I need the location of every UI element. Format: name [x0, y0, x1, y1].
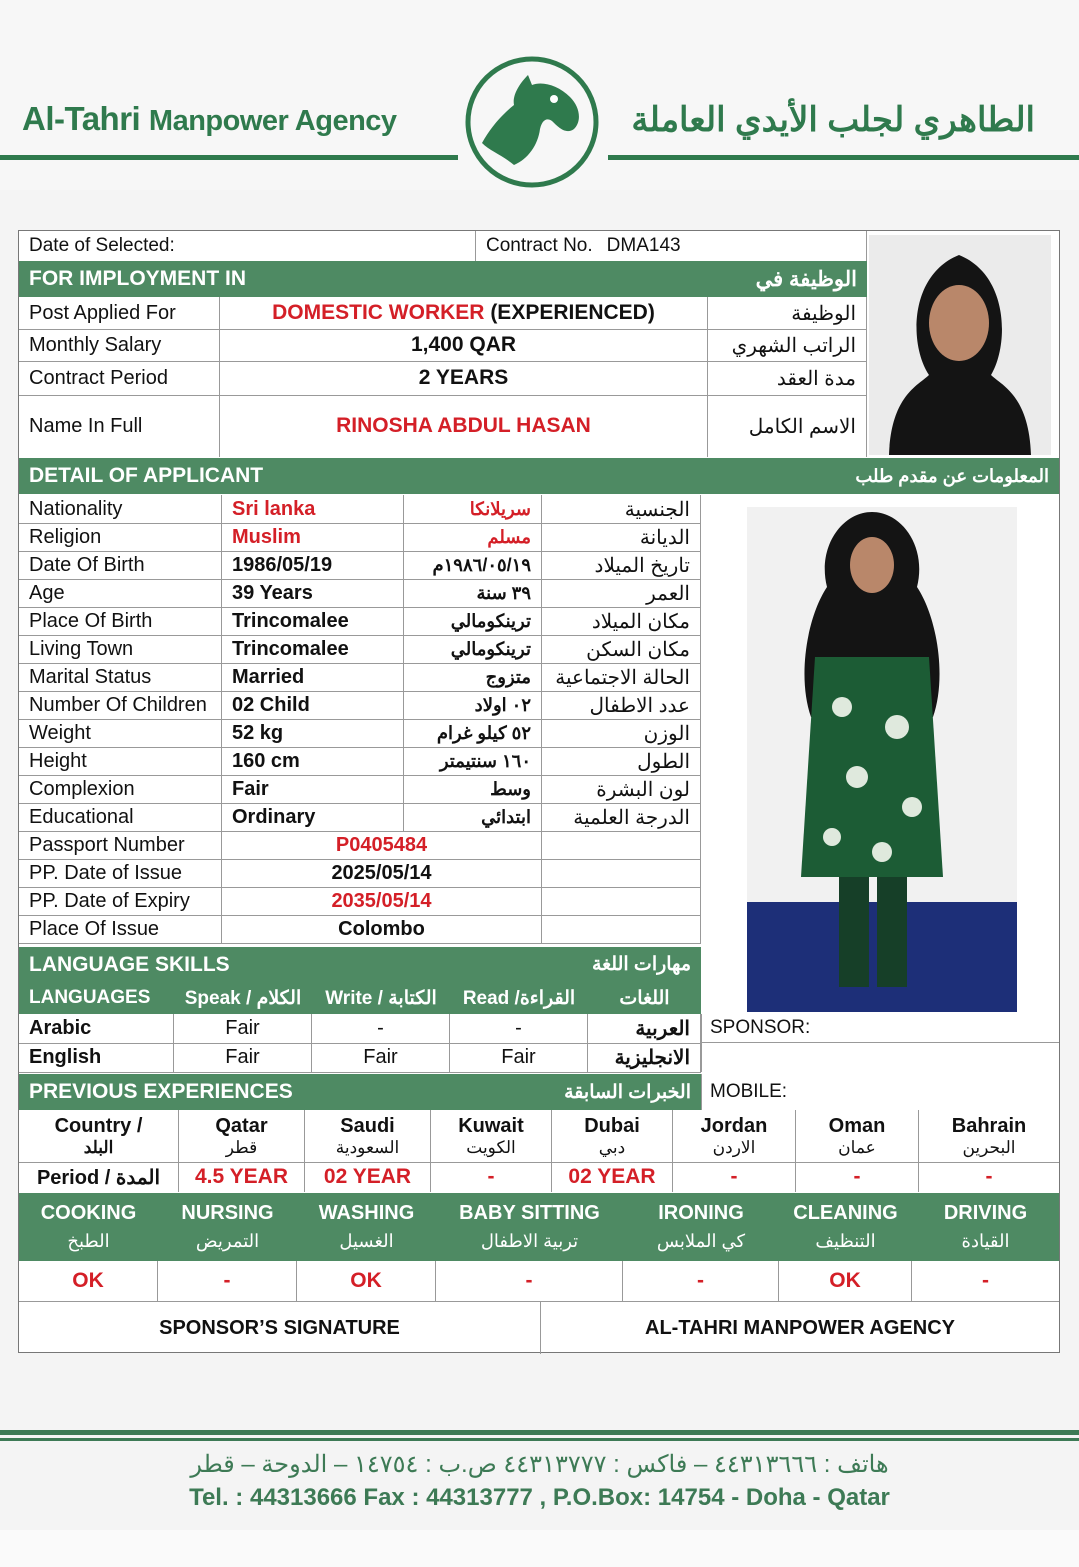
- header-rule-left: [0, 155, 458, 160]
- language-name: English: [19, 1043, 174, 1072]
- passport-field-blank: [542, 915, 701, 943]
- applicant-field-label: Place Of Birth: [19, 607, 222, 635]
- applicant-field-value: 39 Years: [222, 579, 404, 607]
- passport-field-blank: [542, 859, 701, 887]
- sponsor-signature-label: SPONSOR’S SIGNATURE: [19, 1302, 541, 1354]
- skill-status: OK: [19, 1261, 158, 1301]
- skill-header: [158, 1193, 297, 1261]
- full-name-label-ar: الاسم الكامل: [708, 395, 867, 457]
- passport-row: [19, 859, 701, 888]
- skill-status: -: [436, 1261, 623, 1301]
- salary-value: 1,400 QAR: [220, 329, 708, 361]
- applicant-field-label-ar: لون البشرة: [542, 775, 701, 803]
- applicant-field-value-ar: ٣٩ سنة: [404, 579, 542, 607]
- full-body-photo: [747, 507, 1017, 1012]
- brand-name-en: [22, 100, 397, 138]
- applicant-field-label: Educational: [19, 803, 222, 831]
- languages-header: LANGUAGES: [29, 987, 151, 1008]
- country-name: Dubai: [584, 1114, 640, 1137]
- skill-name-ar: الطبخ: [67, 1231, 110, 1251]
- country-cell: [305, 1110, 431, 1162]
- contract-period-value: 2 YEARS: [220, 361, 708, 395]
- applicant-field-value-ar: ترينكومالي: [404, 635, 542, 663]
- passport-field-blank: [542, 831, 701, 859]
- passport-row: [19, 831, 701, 860]
- country-name-ar: السعودية: [335, 1137, 400, 1157]
- skill-name-ar: القيادة: [961, 1231, 1010, 1251]
- applicant-field-label: Complexion: [19, 775, 222, 803]
- applicant-field-value: 1986/05/19: [222, 551, 404, 579]
- applicant-field-value: Ordinary: [222, 803, 404, 831]
- brand-main: Al-Tahri: [22, 100, 141, 137]
- experience-title-ar: الخبرات السابقة: [564, 1081, 691, 1103]
- skill-header: [19, 1193, 158, 1261]
- applicant-title: DETAIL OF APPLICANT: [29, 464, 264, 487]
- skill-name: DRIVING: [943, 1202, 1028, 1224]
- applicant-field-value-ar: ترينكومالي: [404, 607, 542, 635]
- skill-name: IRONING: [658, 1202, 744, 1224]
- skill-status: -: [623, 1261, 779, 1301]
- application-form: [18, 230, 1060, 1353]
- skill-header: [436, 1193, 623, 1261]
- applicant-row: [19, 719, 701, 748]
- skills-header-row: [19, 1193, 1059, 1261]
- contract-period-label: Contract Period: [19, 361, 220, 395]
- applicant-field-label: Number Of Children: [19, 691, 222, 719]
- country-cell: [919, 1110, 1059, 1162]
- period-value: 4.5 YEAR: [179, 1162, 305, 1192]
- applicant-field-value: 160 cm: [222, 747, 404, 775]
- speak-level: Fair: [174, 1043, 312, 1072]
- applicant-field-label-ar: الطول: [542, 747, 701, 775]
- applicant-field-label: Religion: [19, 523, 222, 551]
- applicant-row: [19, 579, 701, 608]
- skill-status: OK: [779, 1261, 912, 1301]
- skill-name-ar: كي الملابس: [656, 1231, 746, 1251]
- sponsor-label: SPONSOR:: [702, 1014, 1059, 1043]
- applicant-row: [19, 607, 701, 636]
- applicant-field-label-ar: عدد الاطفال: [542, 691, 701, 719]
- read-level: -: [450, 1014, 588, 1043]
- applicant-section-header: [19, 458, 1059, 494]
- country-name-ar: البحرين: [962, 1137, 1016, 1157]
- passport-field-label: PP. Date of Issue: [19, 859, 222, 887]
- employment-title-ar: الوظيفة في: [755, 267, 857, 291]
- applicant-field-label-ar: العمر: [542, 579, 701, 607]
- period-value: -: [673, 1162, 796, 1192]
- country-name: Bahrain: [951, 1114, 1027, 1137]
- employment-section-header: [19, 261, 867, 297]
- applicant-title-ar: المعلومات عن مقدم طلب: [855, 465, 1049, 486]
- employment-title: FOR IMPLOYMENT IN: [29, 267, 246, 290]
- passport-field-label: Place Of Issue: [19, 915, 222, 943]
- footer-contact-en: Tel. : 44313666 Fax : 44313777 , P.O.Box: 14754 - Doha - Qatar: [189, 1484, 890, 1511]
- write-header: Write / الكتابة: [325, 987, 437, 1009]
- applicant-row: [19, 803, 701, 832]
- applicant-field-value-ar: ٥٢ كيلو غرام: [404, 719, 542, 747]
- applicant-field-label: Nationality: [19, 495, 222, 523]
- period-value: 02 YEAR: [552, 1162, 673, 1192]
- applicant-field-value: 52 kg: [222, 719, 404, 747]
- salary-row: [19, 329, 867, 362]
- language-name-ar: الانجليزية: [588, 1043, 701, 1072]
- skill-name-ar: التنظيف: [815, 1231, 876, 1251]
- skill-name: CLEANING: [793, 1202, 898, 1224]
- language-row: [19, 1043, 701, 1073]
- applicant-field-value: Trincomalee: [222, 607, 404, 635]
- country-name-ar: قطر: [225, 1137, 258, 1157]
- header-rule-right: [608, 155, 1079, 160]
- passport-field-value: 2025/05/14: [222, 859, 542, 887]
- country-cell: [552, 1110, 673, 1162]
- footer-rules: [0, 1430, 1079, 1441]
- period-value: -: [985, 1165, 993, 1188]
- country-label-cell: [19, 1110, 179, 1162]
- passport-field-label: PP. Date of Expiry: [19, 887, 222, 915]
- write-level: Fair: [312, 1043, 450, 1072]
- brand-name-ar: الطاهري لجلب الأيدي العاملة: [631, 101, 1035, 139]
- period-value: -: [431, 1162, 552, 1192]
- applicant-field-value: Muslim: [222, 523, 404, 551]
- skill-status: -: [982, 1269, 989, 1292]
- applicant-field-label: Age: [19, 579, 222, 607]
- post-value: [220, 297, 708, 329]
- experience-section-header: [19, 1074, 701, 1110]
- passport-field-value: 2035/05/14: [222, 887, 542, 915]
- country-name-ar: دبي: [598, 1137, 626, 1157]
- applicant-row: [19, 691, 701, 720]
- post-label-ar: الوظيفة: [708, 297, 867, 329]
- full-name-row: [19, 395, 867, 457]
- skill-status: -: [158, 1261, 297, 1301]
- language-section-header: [19, 947, 701, 982]
- mobile-label: MOBILE:: [701, 1074, 1059, 1110]
- applicant-field-value-ar: ١٩٨٦/٠٥/١٩م: [404, 551, 542, 579]
- applicant-field-label-ar: الديانة: [542, 523, 701, 551]
- period-label: Period / المدة: [19, 1162, 179, 1192]
- full-name-label: Name In Full: [19, 395, 220, 457]
- contract-period-row: [19, 361, 867, 396]
- country-name: Qatar: [215, 1114, 268, 1137]
- skill-name: WASHING: [318, 1202, 415, 1224]
- applicant-field-value: 02 Child: [222, 691, 404, 719]
- footer-band: [0, 1530, 1079, 1567]
- skill-name-ar: تربية الاطفال: [480, 1231, 579, 1251]
- passport-row: [19, 887, 701, 916]
- applicant-field-value-ar: متزوج: [404, 663, 542, 691]
- post-value-main: DOMESTIC WORKER: [272, 301, 485, 324]
- country-cell: [673, 1110, 796, 1162]
- applicant-field-value: Married: [222, 663, 404, 691]
- skill-name-ar: التمريض: [195, 1231, 260, 1251]
- period-value: 02 YEAR: [305, 1162, 431, 1192]
- full-body-image-icon: [747, 507, 1017, 1012]
- speak-header: Speak / الكلام: [184, 987, 302, 1009]
- sponsor-box: [701, 1014, 1059, 1072]
- passport-field-label: Passport Number: [19, 831, 222, 859]
- contract-label: Contract No.: [486, 235, 593, 256]
- post-row: [19, 297, 867, 330]
- languages-header-ar: اللغات: [619, 987, 670, 1009]
- country-cell: [431, 1110, 552, 1162]
- post-value-qualifier: (EXPERIENCED): [490, 301, 655, 324]
- top-row: [19, 231, 867, 262]
- country-name-ar: الاردن: [712, 1137, 756, 1157]
- applicant-field-label-ar: مكان الميلاد: [542, 607, 701, 635]
- applicant-field-label-ar: الدرجة العلمية: [542, 803, 701, 831]
- full-name-value: RINOSHA ABDUL HASAN: [220, 395, 708, 457]
- read-level: Fair: [450, 1043, 588, 1072]
- skill-header: [912, 1193, 1059, 1261]
- skill-header: [779, 1193, 912, 1261]
- skill-name: NURSING: [181, 1202, 274, 1224]
- skill-status: OK: [297, 1261, 436, 1301]
- skill-header: [623, 1193, 779, 1261]
- contract-no: DMA143: [606, 235, 681, 256]
- applicant-field-value-ar: سريلانكا: [404, 495, 542, 523]
- applicant-field-value: Trincomalee: [222, 635, 404, 663]
- language-title-ar: مهارات اللغة: [591, 954, 691, 975]
- signature-row: [19, 1301, 1059, 1354]
- skill-name: COOKING: [40, 1202, 137, 1224]
- speak-level: Fair: [174, 1014, 312, 1043]
- country-cell: [796, 1110, 919, 1162]
- language-title: LANGUAGE SKILLS: [29, 952, 230, 976]
- skills-status-row: [19, 1261, 1059, 1301]
- applicant-field-label: Living Town: [19, 635, 222, 663]
- country-label: Country /: [54, 1114, 143, 1137]
- salary-label: Monthly Salary: [19, 329, 220, 361]
- country-name: Jordan: [700, 1114, 768, 1137]
- applicant-row: [19, 523, 701, 552]
- passport-row: [19, 915, 701, 944]
- country-name: Oman: [828, 1114, 886, 1137]
- read-header: Read /القراءة: [462, 987, 576, 1009]
- applicant-field-label: Weight: [19, 719, 222, 747]
- applicant-row: [19, 775, 701, 804]
- salary-label-ar: الراتب الشهري: [708, 329, 867, 361]
- applicant-row: [19, 747, 701, 776]
- country-name: Kuwait: [458, 1114, 524, 1137]
- contract-period-label-ar: مدة العقد: [708, 361, 867, 395]
- language-row: [19, 1014, 701, 1044]
- applicant-field-value-ar: مسلم: [404, 523, 542, 551]
- period-value: -: [796, 1162, 919, 1192]
- applicant-row: [19, 551, 701, 580]
- applicant-field-value-ar: ابتدائي: [404, 803, 542, 831]
- portrait-image-icon: [869, 235, 1051, 455]
- applicant-field-label-ar: الحالة الاجتماعية: [542, 663, 701, 691]
- language-name: Arabic: [19, 1014, 174, 1043]
- contract-no-field: [476, 231, 867, 261]
- language-table-header: [19, 982, 701, 1014]
- applicant-field-label-ar: الوزن: [542, 719, 701, 747]
- passport-photo: [869, 235, 1051, 455]
- applicant-row: [19, 663, 701, 692]
- applicant-field-label: Height: [19, 747, 222, 775]
- applicant-field-label-ar: مكان السكن: [542, 635, 701, 663]
- applicant-row: [19, 635, 701, 664]
- applicant-field-value-ar: ١٦٠ سنتيمتر: [404, 747, 542, 775]
- write-level: -: [312, 1014, 450, 1043]
- skill-name-ar: الغسيل: [339, 1231, 394, 1251]
- letterhead: [0, 0, 1079, 190]
- applicant-field-value-ar: وسط: [404, 775, 542, 803]
- horse-logo-icon: [462, 55, 602, 189]
- country-name: Saudi: [340, 1114, 395, 1137]
- applicant-field-label-ar: الجنسية: [542, 495, 701, 523]
- agency-signature-label: AL-TAHRI MANPOWER AGENCY: [645, 1316, 955, 1339]
- language-name-ar: العربية: [588, 1014, 701, 1043]
- skill-header: [297, 1193, 436, 1261]
- post-label: Post Applied For: [19, 297, 220, 329]
- country-label-ar: البلد: [83, 1137, 114, 1157]
- applicant-row: [19, 495, 701, 524]
- applicant-field-label-ar: تاريخ الميلاد: [542, 551, 701, 579]
- applicant-field-value: Fair: [222, 775, 404, 803]
- country-name-ar: عمان: [838, 1137, 876, 1157]
- country-cell: [179, 1110, 305, 1162]
- experience-country-row: [19, 1110, 1059, 1163]
- passport-field-value: P0405484: [222, 831, 542, 859]
- passport-field-value: Colombo: [222, 915, 542, 943]
- passport-field-blank: [542, 887, 701, 915]
- experience-period-row: [19, 1162, 1059, 1192]
- applicant-field-value: Sri lanka: [222, 495, 404, 523]
- applicant-field-label: Marital Status: [19, 663, 222, 691]
- footer-contact-ar: هاتف : ٤٤٣١٣٦٦٦ – فاكس : ٤٤٣١٣٧٧٧ ص.ب : ١٤٧٥٤ – الدوحة – قطر: [190, 1451, 889, 1478]
- skill-name: BABY SITTING: [459, 1202, 600, 1224]
- applicant-field-value-ar: ٠٢ اولاد: [404, 691, 542, 719]
- applicant-field-label: Date Of Birth: [19, 551, 222, 579]
- country-name-ar: الكويت: [466, 1137, 516, 1157]
- brand-sub: Manpower Agency: [148, 105, 397, 137]
- date-selected-label: Date of Selected:: [19, 231, 476, 261]
- experience-title: PREVIOUS EXPERIENCES: [29, 1080, 293, 1103]
